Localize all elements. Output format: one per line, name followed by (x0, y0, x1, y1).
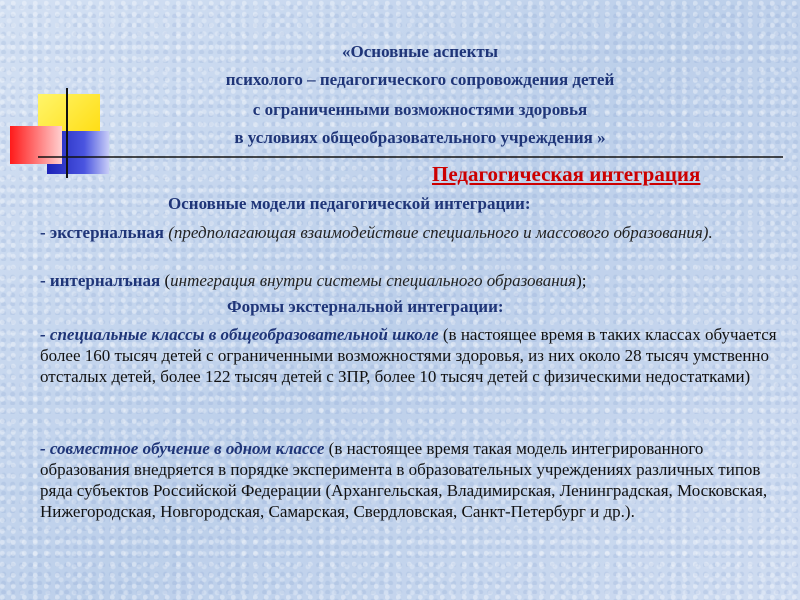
header-line-2: психолого – педагогического сопровождения детей (225, 70, 615, 89)
internal-desc-open: ( (164, 271, 171, 290)
internal-desc: интеграция внутри системы специального образования (170, 271, 577, 290)
header-line-4: в условиях общеобразовательного учреждения » (234, 128, 606, 147)
red-square (10, 126, 62, 164)
form-item-1-text: (в настоящее время в таких классах обучается более 160 тысяч детей с ограниченными возможностями здоровья, из них около 28 тысяч умственно отсталых детей, более 122 тысяч детей с ЗПР, более 10 тысяч детей с физическими недостатками) (40, 325, 777, 386)
form-item-1-lead: - специальные классы в общеобразовательной школе (40, 325, 439, 344)
internal-label: - интерналъная (40, 271, 161, 290)
internal-model (40, 270, 780, 291)
external-desc: (предполагающая взаимодействие специального и массового образования). (168, 223, 713, 242)
form-item-2 (40, 438, 780, 522)
header-line-3: с ограниченными возможностями здоровья (252, 100, 588, 119)
internal-desc-close: ); (576, 271, 587, 290)
external-label: - экстернальная (40, 223, 164, 242)
form-item-2-text: (в настоящее время такая модель интегрированного образования внедряется в порядке эксперимента в образовательных учреждениях различных типов ряда субъектов Российской Федерации (Архангельская, Владимирская, Ленинградская, Московская, Нижегородская, Новгородская, Самарская, Свердловская, Санкт-Петербург и др.). (40, 439, 768, 521)
form-item-2-lead: - совместное обучение в одном классе (40, 439, 325, 458)
yellow-square (38, 94, 100, 156)
header-line-1: «Основные аспекты (342, 42, 498, 61)
external-model (40, 222, 740, 243)
forms-title: Формы экстернальной интеграции: (227, 297, 504, 316)
form-item-1 (40, 324, 780, 387)
models-title: Основные модели педагогической интеграции: (168, 194, 531, 213)
integration-title: Педагогическая интеграция (432, 162, 701, 186)
blue-square (47, 131, 109, 174)
